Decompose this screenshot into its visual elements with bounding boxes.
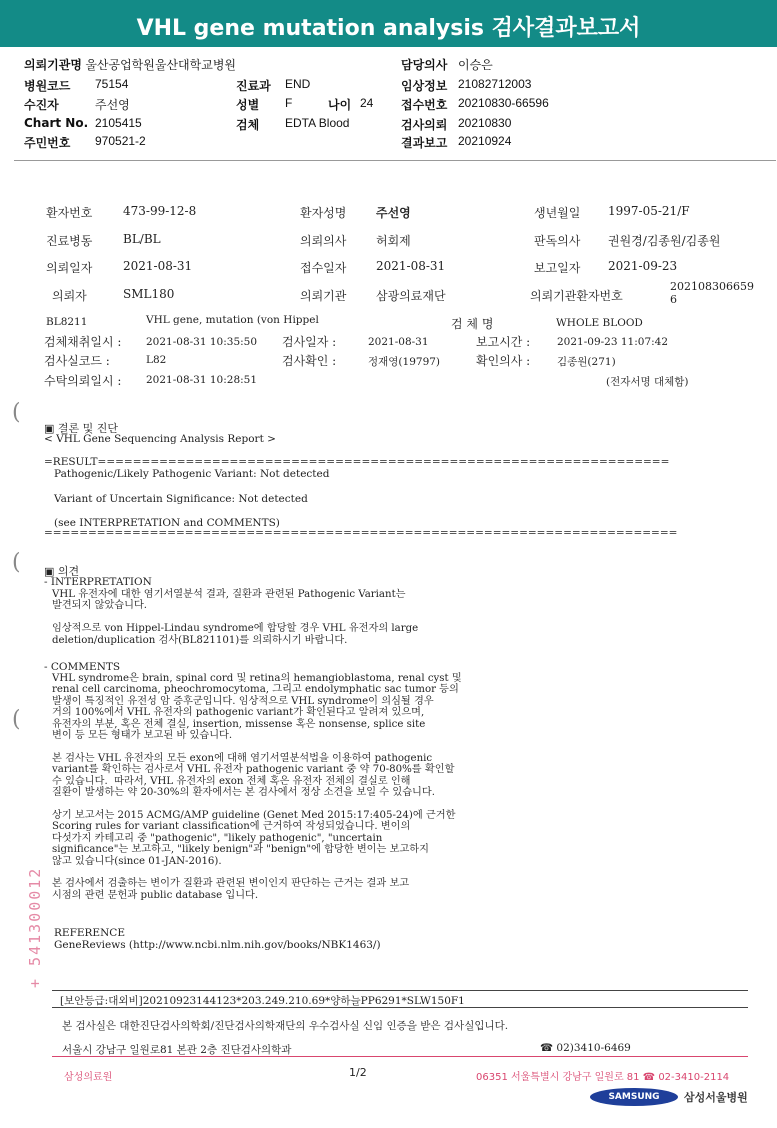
form-value: 202108306659 — [670, 280, 754, 293]
result-line: Variant of Uncertain Significance: Not detected — [54, 493, 308, 505]
form-label: 접수일자 — [300, 261, 347, 275]
form-value: L82 — [146, 354, 167, 366]
result-end-rule: ======================================================================== — [44, 527, 678, 539]
form-value: BL/BL — [123, 232, 161, 246]
header-row: 검체 EDTA Blood — [236, 116, 350, 132]
rule — [52, 990, 748, 991]
header-row: 성별 F — [236, 96, 293, 112]
header-row: 접수번호 20210830-66596 — [401, 96, 549, 112]
result-line: (see INTERPRETATION and COMMENTS) — [54, 517, 280, 529]
form-label: 환자번호 — [46, 206, 93, 220]
form-label: 보고시간 : — [476, 335, 531, 349]
form-label: 검사확인 : — [282, 354, 337, 368]
cert-statement: 본 검사실은 대한진단검사의학회/진단검사의학재단의 우수검사실 신임 인증을 받은 검사실입니다. — [62, 1020, 509, 1032]
form-label: 의뢰기관 — [300, 289, 347, 303]
rule — [52, 1007, 748, 1008]
reference-heading: REFERENCE — [54, 927, 125, 939]
form-label: 의뢰일자 — [46, 261, 93, 275]
punch-mark: ( — [12, 707, 21, 732]
page-number: 1/2 — [349, 1066, 367, 1079]
form-label: 환자성명 — [300, 206, 347, 220]
form-label: 의뢰의사 — [300, 234, 347, 248]
form-label: 생년월일 — [534, 206, 581, 220]
punch-mark: ( — [12, 550, 21, 575]
form-value: 2021-08-31 — [368, 336, 429, 348]
samsung-logo: SAMSUNG — [590, 1088, 678, 1106]
form-value: 권원경/김종원/김종원 — [608, 234, 721, 248]
header-divider — [14, 160, 776, 161]
header-row: Chart No. 2105415 — [24, 116, 142, 130]
form-value: 2021-08-31 10:35:50 — [146, 336, 258, 348]
form-label: 검사실코드 : — [44, 354, 110, 368]
form-value: 정재영(19797) — [368, 356, 441, 368]
form-value: 1997-05-21/F — [608, 204, 690, 218]
result-rule: =RESULT================================================================= — [44, 456, 670, 468]
form-label: 의뢰기관환자번호 — [530, 289, 623, 303]
form-label: 의뢰자 — [52, 289, 87, 303]
form-value: 김종원(271) — [557, 356, 616, 368]
interpretation-heading: - INTERPRETATION — [44, 576, 152, 588]
form-value: 473-99-12-8 — [123, 204, 197, 218]
form-value: 2021-09-23 — [608, 259, 678, 273]
header-row: 병원코드 75154 — [24, 77, 129, 93]
form-value: 2021-08-31 — [123, 259, 193, 273]
form-label: 검체채취일시 : — [44, 335, 122, 349]
form-label: 확인의사 : — [476, 354, 531, 368]
header-row: 임상정보 21082712003 — [401, 77, 532, 93]
result-line: Pathogenic/Likely Pathogenic Variant: Not detected — [54, 468, 330, 480]
comments-text: VHL syndrome은 brain, spinal cord 및 retina의 hemangioblastoma, renal cyst 및 renal cell carcinoma, pheochromocytoma, 그리고 endolymphatic sac tumor 등의 발생이 특징적인 유전성 암 증후군입니다. 임상적으로 VHL syndrome이 의심될 경우 거의 100%에서 VHL 유전자의 pathogenic variant가 확인된다고 알려져 있으며, 유전자의 부분, 혹은 전체 결실, insertion, missense 혹은 nonsense, splice site 변이 등 모든 형태가 보고된 바 있습니다. 본 검사는 VHL 유전자의 모든 exon에 대해 염기서열분석법을 이용하여 pathogenic variant를 확인하는 검사로서 VHL 유전자 pathogenic variant 중 약 70-80%를 확인할 수 있습니다. 따라서, VHL 유전자의 exon 전체 혹은 유전자 전체의 결실로 인해 질환이 발생하는 약 20-30%의 환자에서는 본 검사에서 정상 소견을 보일 수 있습니다. 상기 보고서는 2015 ACMG/AMP guideline (Genet Med 2015:17:405-24)에 근거한 Scoring rules for variant classification에 근거하여 작성되었습니다. 변이의 다섯가지 카테고리 중 "pathogenic", "likely pathogenic", "uncertain significance"는 보고하고, "likely benign"과 "benign"에 합당한 변이는 보고하지 않고 있습니다(since 01-JAN-2016). 본 검사에서 검출하는 변이가 질환과 관련된 변이인지 판단하는 근거는 결과 보고 시점의 관련 문헌과 public database 입니다. — [52, 673, 462, 901]
form-label: 검사일자 : — [282, 335, 337, 349]
side-barcode-text: + 541300012 — [26, 866, 44, 988]
form-value: 6 — [670, 293, 677, 306]
form-label: 수탁의뢰일시 : — [44, 374, 122, 388]
form-value: 주선영 — [376, 206, 411, 220]
footer-address: 06351 서울특별시 강남구 일원로 81 ☎ 02-3410-2114 — [476, 1072, 730, 1083]
footer-org: 삼성의료원 — [64, 1072, 113, 1083]
header-row: 담당의사 이승은 — [401, 58, 493, 72]
header-row: 결과보고 20210924 — [401, 134, 512, 150]
section-conclusion: ▣ 결론 및 진단 — [44, 422, 119, 435]
header-row: 나이 24 — [328, 96, 374, 112]
form-value: 2021-08-31 10:28:51 — [146, 374, 258, 386]
header-row: 수진자 주선영 — [24, 98, 130, 112]
form-label: 보고일자 — [534, 261, 581, 275]
header-row: 진료과 END — [236, 77, 311, 93]
header-row: 검사의뢰 20210830 — [401, 116, 512, 132]
form-value: 삼광의료재단 — [376, 289, 446, 303]
form-label: 검 체 명 — [451, 317, 494, 331]
form-label: 진료병동 — [46, 234, 93, 248]
test-name: VHL gene, mutation (von Hippel — [146, 314, 319, 326]
lab-phone: ☎ 02)3410-6469 — [540, 1042, 631, 1054]
form-value: WHOLE BLOOD — [556, 317, 643, 329]
report-name: < VHL Gene Sequencing Analysis Report > — [44, 433, 276, 445]
form-value: 2021-08-31 — [376, 259, 446, 273]
interpretation-text: VHL 유전자에 대한 염기서열분석 결과, 질환과 관련된 Pathogenic Variant는 발견되지 않았습니다. 임상적으로 von Hippel-Lindau syndrome에 합당할 경우 VHL 유전자의 large deletion/duplication 검사(BL821101)를 의뢰하시기 바랍니다. — [52, 589, 419, 646]
comments-heading: - COMMENTS — [44, 661, 121, 673]
report-title: VHL gene mutation analysis 검사결과보고서 — [0, 0, 777, 47]
esign-note: (전자서명 대체함) — [606, 376, 689, 388]
section-opinion: ▣ 의견 — [44, 565, 80, 578]
form-value: 허회제 — [376, 234, 411, 248]
lab-address: 서울시 강남구 일원로81 본관 2층 진단검사의학과 — [62, 1044, 292, 1056]
security-line: [보안등급:대외비]20210923144123*203.249.210.69*양하늘PP6291*SLW150F1 — [60, 995, 465, 1007]
header-row: 의뢰기관명 울산공업학원울산대학교병원 — [24, 58, 237, 72]
form-value: SML180 — [123, 287, 175, 301]
form-value: 2021-09-23 11:07:42 — [557, 336, 669, 348]
footer-rule — [52, 1056, 748, 1057]
punch-mark: ( — [12, 400, 21, 425]
form-label: 판독의사 — [534, 234, 581, 248]
reference-text: GeneReviews (http://www.ncbi.nlm.nih.gov/books/NBK1463/) — [54, 939, 381, 951]
test-code: BL8211 — [46, 316, 88, 328]
header-row: 주민번호 970521-2 — [24, 134, 146, 150]
hospital-name: 삼성서울병원 — [684, 1091, 748, 1104]
